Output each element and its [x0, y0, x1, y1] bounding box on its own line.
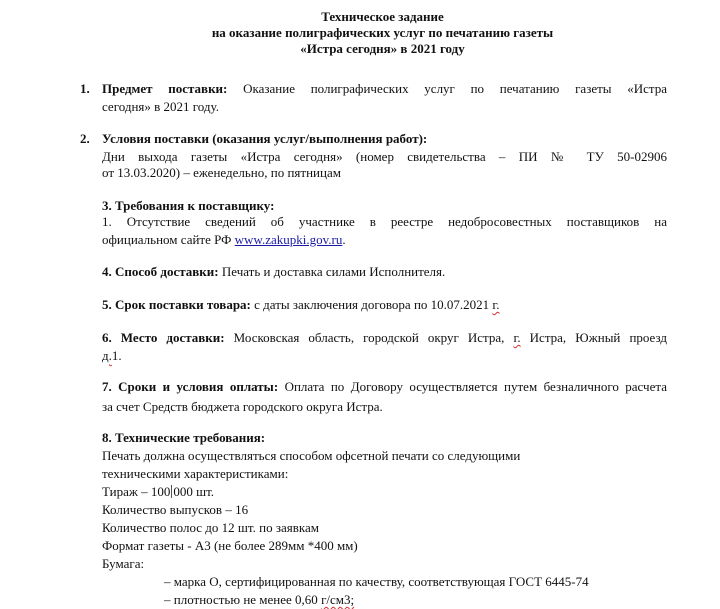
section-5 [102, 296, 500, 314]
section-7-line1 [102, 378, 667, 396]
section-2-heading: Условия поставки (оказания услуг/выполнения работ): [102, 131, 428, 146]
section-7-text1: Оплата по Договору осуществляется путем безналичного расчета [284, 379, 667, 394]
section-1-line1 [102, 80, 667, 98]
section-3-text2-suffix: . [342, 232, 346, 247]
section-6-text1a: Московская область, городской округ Истра, [233, 330, 505, 345]
section-3-text1: 1. Отсутствие сведений об участнике в реестре недобросовестных поставщиков на [102, 214, 667, 229]
section-8-paper-1: – марка О, сертифицированная по качеству, соответствующая ГОСТ 6445-74 [164, 574, 589, 589]
zakupki-link[interactable]: www.zakupki.gov.ru [234, 232, 343, 247]
doc-title-line3: «Истра сегодня» в 2021 году [300, 41, 465, 56]
section-2-number: 2. [80, 131, 90, 146]
section-7-text2: за счет Средств бюджета городского округа Истра. [102, 399, 383, 414]
section-7-heading: 7. Сроки и условия оплаты: [102, 379, 279, 394]
tirazh-a: Тираж – 100 [102, 484, 171, 499]
section-6-text1c: Истра, Южный проезд [529, 330, 668, 345]
section-8-line-1: техническими характеристиками: [102, 466, 289, 481]
section-1-text2: сегодня» в 2021 году. [102, 99, 219, 114]
section-6-line2 [102, 347, 122, 365]
section-4-text: Печать и доставка силами Исполнителя. [221, 264, 446, 279]
section-8-item-2: Формат газеты - А3 (не более 289мм *400 мм) [102, 538, 358, 553]
section-6-text2a: д. [102, 348, 112, 363]
section-5-tail: г. [492, 297, 500, 312]
section-8-heading: 8. Технические требования: [102, 430, 266, 445]
section-1-heading: Предмет поставки: [102, 81, 228, 96]
section-6-heading: 6. Место доставки: [102, 330, 225, 345]
tirazh-b: 000 шт. [173, 484, 215, 499]
section-6-text2b: 1. [111, 348, 122, 363]
section-3-line2 [102, 231, 346, 249]
section-8-tirazh [102, 483, 662, 501]
section-2-text2: от 13.03.2020) – еженедельно, по пятницам [102, 165, 341, 180]
section-3-heading: 3. Требования к поставщику: [102, 198, 275, 213]
section-2-text1: Дни выхода газеты «Истра сегодня» (номер свидетельства – ПИ № ТУ 50-02906 [102, 149, 667, 164]
section-1-text1: Оказание полиграфических услуг по печатанию газеты «Истра [243, 81, 668, 96]
section-6-text1b: г. [513, 330, 521, 345]
section-1-number: 1. [80, 81, 90, 96]
section-8-item-1: Количество полос до 12 шт. по заявкам [102, 520, 319, 535]
doc-title-line2: на оказание полиграфических услуг по печатанию газеты [211, 25, 554, 40]
section-8 [102, 429, 662, 609]
doc-title-line1: Техническое задание [321, 9, 444, 24]
section-4 [102, 263, 445, 281]
paper-2b: г/см3; [321, 592, 355, 607]
section-4-heading: 4. Способ доставки: [102, 264, 219, 279]
section-8-item-3: Бумага: [102, 556, 145, 571]
section-6-line1 [102, 329, 667, 347]
section-5-text: с даты заключения договора по 10.07.2021 [254, 297, 490, 312]
section-8-paper-2 [102, 591, 662, 609]
section-5-heading: 5. Срок поставки товара: [102, 297, 251, 312]
section-8-item-0: Количество выпусков – 16 [102, 502, 249, 517]
paper-2a: – плотностью не менее 0,60 [164, 592, 318, 607]
section-8-line-0: Печать должна осуществляться способом офсетной печати со следующими [102, 448, 521, 463]
section-3-text2-prefix: официальном сайте РФ [102, 232, 232, 247]
